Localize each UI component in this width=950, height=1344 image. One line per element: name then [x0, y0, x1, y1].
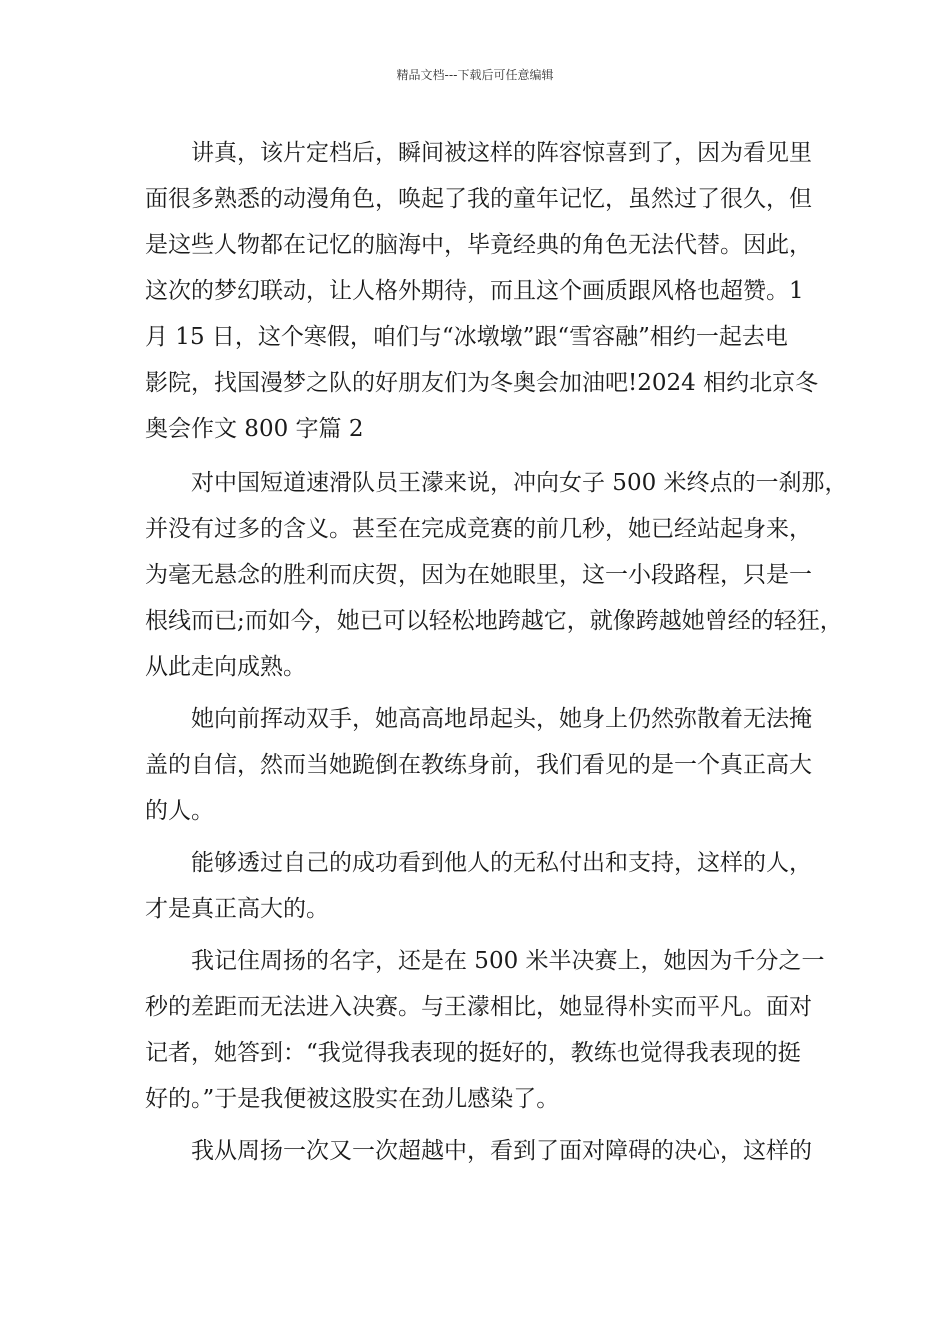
- text-line: 月 15 日，这个寒假，咱们与“冰墩墩”跟“雪容融”相约一起去电: [145, 324, 788, 350]
- text-line: 秒的差距而无法进入决赛。与王濛相比，她显得朴实而平凡。面对: [145, 994, 812, 1020]
- text-line: 才是真正高大的。: [145, 896, 329, 922]
- text-line: 好的。”于是我便被这股实在劲儿感染了。: [145, 1086, 560, 1112]
- paragraph-2: [145, 460, 848, 690]
- text-line: 对中国短道速滑队员王濛来说，冲向女子 500 米终点的一刹那，: [191, 470, 848, 496]
- paragraph-4: [145, 840, 810, 932]
- document-body: [145, 130, 848, 1180]
- paragraph-3: [145, 696, 810, 834]
- text-line: 从此走向成熟。: [145, 654, 306, 680]
- text-line: 的人。: [145, 798, 214, 824]
- paragraph-5: [145, 938, 825, 1122]
- paragraph-6: [145, 1128, 810, 1174]
- text-line: 面很多熟悉的动漫角色，唤起了我的童年记忆，虽然过了很久，但: [145, 186, 812, 212]
- text-line: 奥会作文 800 字篇 2: [145, 416, 364, 442]
- text-line: 讲真，该片定档后，瞬间被这样的阵容惊喜到了，因为看见里: [191, 140, 812, 166]
- text-line: 影院，找国漫梦之队的好朋友们为冬奥会加油吧!2024 相约北京冬: [145, 370, 819, 396]
- text-line: 是这些人物都在记忆的脑海中，毕竟经典的角色无法代替。因此，: [145, 232, 812, 258]
- text-line: 她向前挥动双手，她高高地昂起头，她身上仍然弥散着无法掩: [191, 706, 812, 732]
- text-line: 我从周扬一次又一次超越中，看到了面对障碍的决心，这样的: [191, 1138, 812, 1164]
- text-line: 记者，她答到：“我觉得我表现的挺好的，教练也觉得我表现的挺: [145, 1040, 801, 1066]
- text-line: 这次的梦幻联动，让人格外期待，而且这个画质跟风格也超赞。1: [145, 278, 804, 304]
- text-line: 并没有过多的含义。甚至在完成竞赛的前几秒，她已经站起身来，: [145, 516, 812, 542]
- text-line: 盖的自信，然而当她跪倒在教练身前，我们看见的是一个真正高大: [145, 752, 812, 778]
- text-line: 根线而已;而如今，她已可以轻松地跨越它，就像跨越她曾经的轻狂，: [145, 608, 843, 634]
- text-line: 我记住周扬的名字，还是在 500 米半决赛上，她因为千分之一: [191, 948, 825, 974]
- paragraph-1: [145, 130, 819, 452]
- page-header: 精品文档---下载后可任意编辑: [396, 68, 554, 82]
- text-line: 能够透过自己的成功看到他人的无私付出和支持，这样的人，: [191, 850, 812, 876]
- text-line: 为毫无悬念的胜利而庆贺，因为在她眼里，这一小段路程，只是一: [145, 562, 812, 588]
